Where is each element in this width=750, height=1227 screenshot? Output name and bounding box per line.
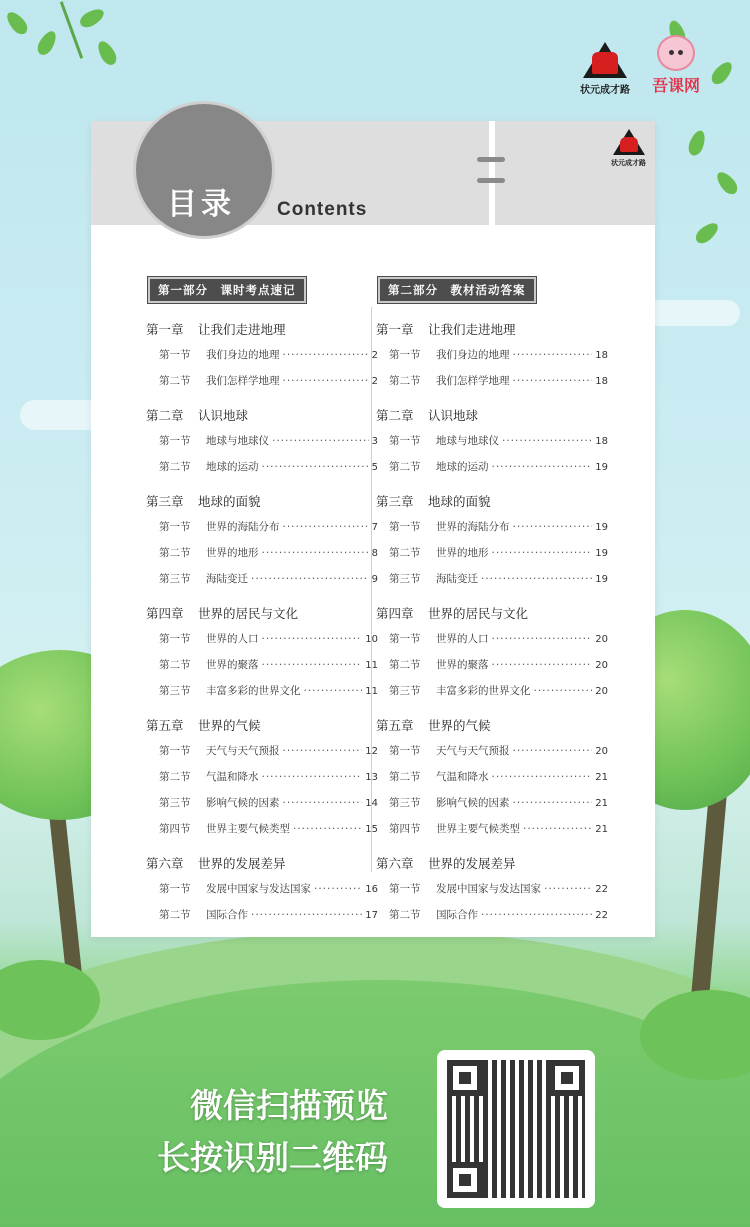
section-number: 第一节 <box>159 521 191 533</box>
partner-logo <box>652 35 700 96</box>
section-number: 第三节 <box>159 685 191 697</box>
section-title: 天气与天气预报 <box>206 745 280 757</box>
leaf <box>94 38 119 68</box>
leader-dots <box>283 349 369 361</box>
section-title: 我们怎样学地理 <box>436 375 510 387</box>
section-number: 第二节 <box>389 461 421 473</box>
leader-dots <box>251 573 369 585</box>
chapter-title: 世界的居民与文化 <box>198 606 299 621</box>
section-number: 第二节 <box>389 771 421 783</box>
section-title: 地球与地球仪 <box>436 435 499 447</box>
page-number: 15 <box>365 824 378 835</box>
chapter-title: 世界的发展差异 <box>198 856 286 871</box>
toc-entry[interactable] <box>376 821 608 838</box>
toc-entry[interactable] <box>146 433 378 450</box>
toc-entry[interactable] <box>376 545 608 562</box>
brand-logo <box>576 42 634 96</box>
section-title: 地球与地球仪 <box>206 435 269 447</box>
page-number: 19 <box>595 574 608 585</box>
section-number: 第一节 <box>159 349 191 361</box>
toc-entry[interactable] <box>146 795 378 812</box>
toc-column-left <box>146 277 378 924</box>
toc-entry[interactable] <box>376 743 608 760</box>
page-number: 3 <box>371 436 378 447</box>
chapter-heading[interactable] <box>146 320 378 338</box>
brand-logo-text: 状元成才路 <box>579 85 630 96</box>
page-number: 18 <box>595 350 608 361</box>
section-number: 第三节 <box>389 685 421 697</box>
page-number: 20 <box>595 746 608 757</box>
toc-entry[interactable] <box>146 459 378 476</box>
section-title: 海陆变迁 <box>206 573 248 585</box>
leader-dots <box>293 823 362 835</box>
page-number: 21 <box>595 798 608 809</box>
mascot-icon <box>657 35 695 71</box>
section-number: 第二节 <box>389 547 421 559</box>
section-title: 我们身边的地理 <box>206 349 280 361</box>
page-number: 5 <box>371 462 378 473</box>
toc-entry[interactable] <box>146 545 378 562</box>
page-number: 7 <box>371 522 378 533</box>
section-title: 地球的运动 <box>206 461 259 473</box>
leader-dots <box>492 461 593 473</box>
section-number: 第一节 <box>389 745 421 757</box>
page-number: 20 <box>595 686 608 697</box>
chapter-heading[interactable] <box>376 320 608 338</box>
chapter-number: 第五章 <box>376 718 414 733</box>
leaf <box>713 169 740 198</box>
leader-dots <box>283 797 363 809</box>
section-title: 国际合作 <box>206 909 248 921</box>
section-title: 发展中国家与发达国家 <box>206 883 311 895</box>
section-number: 第二节 <box>389 909 421 921</box>
page-number: 13 <box>365 772 378 783</box>
toc-entry[interactable] <box>146 683 378 700</box>
toc-entry[interactable] <box>376 373 608 390</box>
toc-entry[interactable] <box>376 795 608 812</box>
toc-entry[interactable] <box>376 881 608 898</box>
leader-dots <box>283 745 363 757</box>
toc-entry[interactable] <box>146 881 378 898</box>
leader-dots <box>272 435 369 447</box>
section-title: 海陆变迁 <box>436 573 478 585</box>
chapter-number: 第二章 <box>376 408 414 423</box>
chapter-heading[interactable] <box>376 716 608 734</box>
section-number: 第二节 <box>159 909 191 921</box>
leader-dots <box>304 685 363 697</box>
page-number: 19 <box>595 462 608 473</box>
section-title: 影响气候的因素 <box>436 797 510 809</box>
chapter-number: 第六章 <box>146 856 184 871</box>
leader-dots <box>262 659 363 671</box>
section-title: 气温和降水 <box>206 771 259 783</box>
toc-entry[interactable] <box>376 683 608 700</box>
toc-entry[interactable] <box>376 459 608 476</box>
partner-logo-text: 吾课网 <box>651 76 700 95</box>
page-number: 19 <box>595 522 608 533</box>
toc-entry[interactable] <box>146 347 378 364</box>
page-number: 21 <box>595 824 608 835</box>
section-number: 第一节 <box>159 745 191 757</box>
qr-code-icon <box>447 1060 585 1198</box>
section-number: 第三节 <box>159 573 191 585</box>
toc-entry[interactable] <box>376 433 608 450</box>
chapter-number: 第四章 <box>376 606 414 621</box>
toc-entry[interactable] <box>376 631 608 648</box>
page-number: 8 <box>371 548 378 559</box>
chapter-heading[interactable] <box>376 492 608 510</box>
chapter-title: 让我们走进地理 <box>198 322 286 337</box>
section-title: 世界的人口 <box>436 633 489 645</box>
leader-dots <box>492 659 593 671</box>
leaf <box>693 219 722 246</box>
toc-entry[interactable] <box>376 571 608 588</box>
toc-column-right <box>376 277 608 924</box>
leader-dots <box>544 883 592 895</box>
section-title: 世界的人口 <box>206 633 259 645</box>
section-number: 第一节 <box>389 883 421 895</box>
chapter-heading[interactable] <box>146 604 378 622</box>
section-number: 第二节 <box>159 771 191 783</box>
section-number: 第三节 <box>159 797 191 809</box>
leader-dots <box>251 909 362 921</box>
scan-line-1: 微信扫描预览 <box>190 1086 388 1125</box>
chapter-number: 第二章 <box>146 408 184 423</box>
cloud <box>640 300 740 326</box>
brand-logos <box>576 35 700 96</box>
section-number: 第二节 <box>389 375 421 387</box>
leader-dots <box>513 349 593 361</box>
chapter-heading[interactable] <box>376 406 608 424</box>
page-number: 2 <box>371 376 378 387</box>
page-number: 21 <box>595 772 608 783</box>
leaf <box>3 9 30 38</box>
section-title: 天气与天气预报 <box>436 745 510 757</box>
leaf <box>34 28 59 58</box>
tree-trunk-right <box>690 780 728 1011</box>
qr-code[interactable] <box>437 1050 595 1208</box>
page-number: 18 <box>595 436 608 447</box>
toc-entry[interactable] <box>146 743 378 760</box>
page-number: 17 <box>365 910 378 921</box>
chapter-heading[interactable] <box>146 854 378 872</box>
chapter-heading[interactable] <box>146 406 378 424</box>
section-title: 地球的运动 <box>436 461 489 473</box>
leader-dots <box>513 521 593 533</box>
page-number: 22 <box>595 910 608 921</box>
section-number: 第二节 <box>159 461 191 473</box>
page-number: 18 <box>595 376 608 387</box>
section-number: 第二节 <box>159 375 191 387</box>
section-number: 第一节 <box>389 349 421 361</box>
page-number: 10 <box>365 634 378 645</box>
chapter-title: 认识地球 <box>198 408 249 423</box>
chapter-heading[interactable] <box>376 854 608 872</box>
section-title: 世界的聚落 <box>206 659 259 671</box>
section-number: 第一节 <box>159 633 191 645</box>
page-number: 2 <box>371 350 378 361</box>
section-title: 世界的海陆分布 <box>206 521 280 533</box>
toc-entry[interactable] <box>376 907 608 924</box>
chapter-title: 世界的气候 <box>428 718 491 733</box>
leader-dots <box>513 375 593 387</box>
chapter-number: 第三章 <box>376 494 414 509</box>
section-number: 第一节 <box>389 435 421 447</box>
chapter-title: 世界的居民与文化 <box>428 606 529 621</box>
toc-entry[interactable] <box>146 657 378 674</box>
chapter-number: 第六章 <box>376 856 414 871</box>
chapter-title: 认识地球 <box>428 408 479 423</box>
section-number: 第三节 <box>389 573 421 585</box>
toc-entry[interactable] <box>376 519 608 536</box>
page-number: 11 <box>365 686 378 697</box>
section-number: 第四节 <box>389 823 421 835</box>
chapter-number: 第五章 <box>146 718 184 733</box>
chapter-heading[interactable] <box>146 492 378 510</box>
leader-dots <box>492 547 593 559</box>
card-logo-text: 状元成才路 <box>611 159 646 167</box>
leader-dots <box>502 435 592 447</box>
toc-entry[interactable] <box>146 769 378 786</box>
section-title: 我们身边的地理 <box>436 349 510 361</box>
section-title: 世界主要气候类型 <box>436 823 520 835</box>
section-number: 第一节 <box>159 435 191 447</box>
leader-dots <box>513 797 593 809</box>
section-title: 气温和降水 <box>436 771 489 783</box>
section-title: 世界的海陆分布 <box>436 521 510 533</box>
toc-entry[interactable] <box>376 347 608 364</box>
section-number: 第一节 <box>389 633 421 645</box>
leader-dots <box>481 909 592 921</box>
leader-dots <box>283 521 369 533</box>
leader-dots <box>262 461 369 473</box>
triangle-logo-icon <box>613 129 645 155</box>
page-number: 14 <box>365 798 378 809</box>
leader-dots <box>314 883 362 895</box>
toc-entry[interactable] <box>146 373 378 390</box>
section-number: 第三节 <box>389 797 421 809</box>
toc-card <box>91 121 655 937</box>
section-number: 第一节 <box>389 521 421 533</box>
vine-left <box>60 1 83 58</box>
section-title: 丰富多彩的世界文化 <box>436 685 531 697</box>
equal-sign-icon <box>477 157 505 199</box>
leader-dots <box>492 771 593 783</box>
chapter-heading[interactable] <box>376 604 608 622</box>
section-number: 第二节 <box>389 659 421 671</box>
section-number: 第二节 <box>159 659 191 671</box>
page-subtitle: Contents <box>277 199 368 220</box>
leader-dots <box>492 633 593 645</box>
leaf <box>708 59 735 88</box>
section-title: 我们怎样学地理 <box>206 375 280 387</box>
chapter-number: 第一章 <box>146 322 184 337</box>
chapter-title: 让我们走进地理 <box>428 322 516 337</box>
leader-dots <box>513 745 593 757</box>
leaf <box>686 128 708 157</box>
chapter-title: 世界的气候 <box>198 718 261 733</box>
section-title: 世界的聚落 <box>436 659 489 671</box>
leader-dots <box>523 823 592 835</box>
triangle-logo-icon <box>583 42 627 78</box>
scan-instructions <box>128 1080 388 1184</box>
section-title: 世界主要气候类型 <box>206 823 290 835</box>
section-number: 第二节 <box>159 547 191 559</box>
leader-dots <box>481 573 592 585</box>
leader-dots <box>262 633 363 645</box>
card-logo <box>611 129 646 168</box>
section-title: 世界的地形 <box>436 547 489 559</box>
part-heading: 第二部分 教材活动答案 <box>378 277 536 303</box>
section-title: 国际合作 <box>436 909 478 921</box>
scan-line-2: 长按识别二维码 <box>157 1138 388 1177</box>
page-number: 20 <box>595 660 608 671</box>
leader-dots <box>262 547 369 559</box>
chapter-heading[interactable] <box>146 716 378 734</box>
section-title: 发展中国家与发达国家 <box>436 883 541 895</box>
part-heading: 第一部分 课时考点速记 <box>148 277 306 303</box>
chapter-number: 第一章 <box>376 322 414 337</box>
page-number: 9 <box>371 574 378 585</box>
toc-entry[interactable] <box>376 769 608 786</box>
toc-entry[interactable] <box>376 657 608 674</box>
toc-entry[interactable] <box>146 571 378 588</box>
leader-dots <box>534 685 593 697</box>
chapter-title: 世界的发展差异 <box>428 856 516 871</box>
section-title: 世界的地形 <box>206 547 259 559</box>
toc-entry[interactable] <box>146 519 378 536</box>
leaf <box>77 5 107 30</box>
toc-entry[interactable] <box>146 631 378 648</box>
page-number: 16 <box>365 884 378 895</box>
page-number: 20 <box>595 634 608 645</box>
toc-entry[interactable] <box>146 821 378 838</box>
chapter-title: 地球的面貌 <box>428 494 491 509</box>
section-title: 丰富多彩的世界文化 <box>206 685 301 697</box>
section-number: 第四节 <box>159 823 191 835</box>
chapter-title: 地球的面貌 <box>198 494 261 509</box>
leader-dots <box>283 375 369 387</box>
page-number: 11 <box>365 660 378 671</box>
page-number: 19 <box>595 548 608 559</box>
toc-entry[interactable] <box>146 907 378 924</box>
page-number: 12 <box>365 746 378 757</box>
chapter-number: 第三章 <box>146 494 184 509</box>
page-title: 目录 <box>167 187 235 222</box>
page-number: 22 <box>595 884 608 895</box>
chapter-number: 第四章 <box>146 606 184 621</box>
leader-dots <box>262 771 363 783</box>
section-title: 影响气候的因素 <box>206 797 280 809</box>
section-number: 第一节 <box>159 883 191 895</box>
